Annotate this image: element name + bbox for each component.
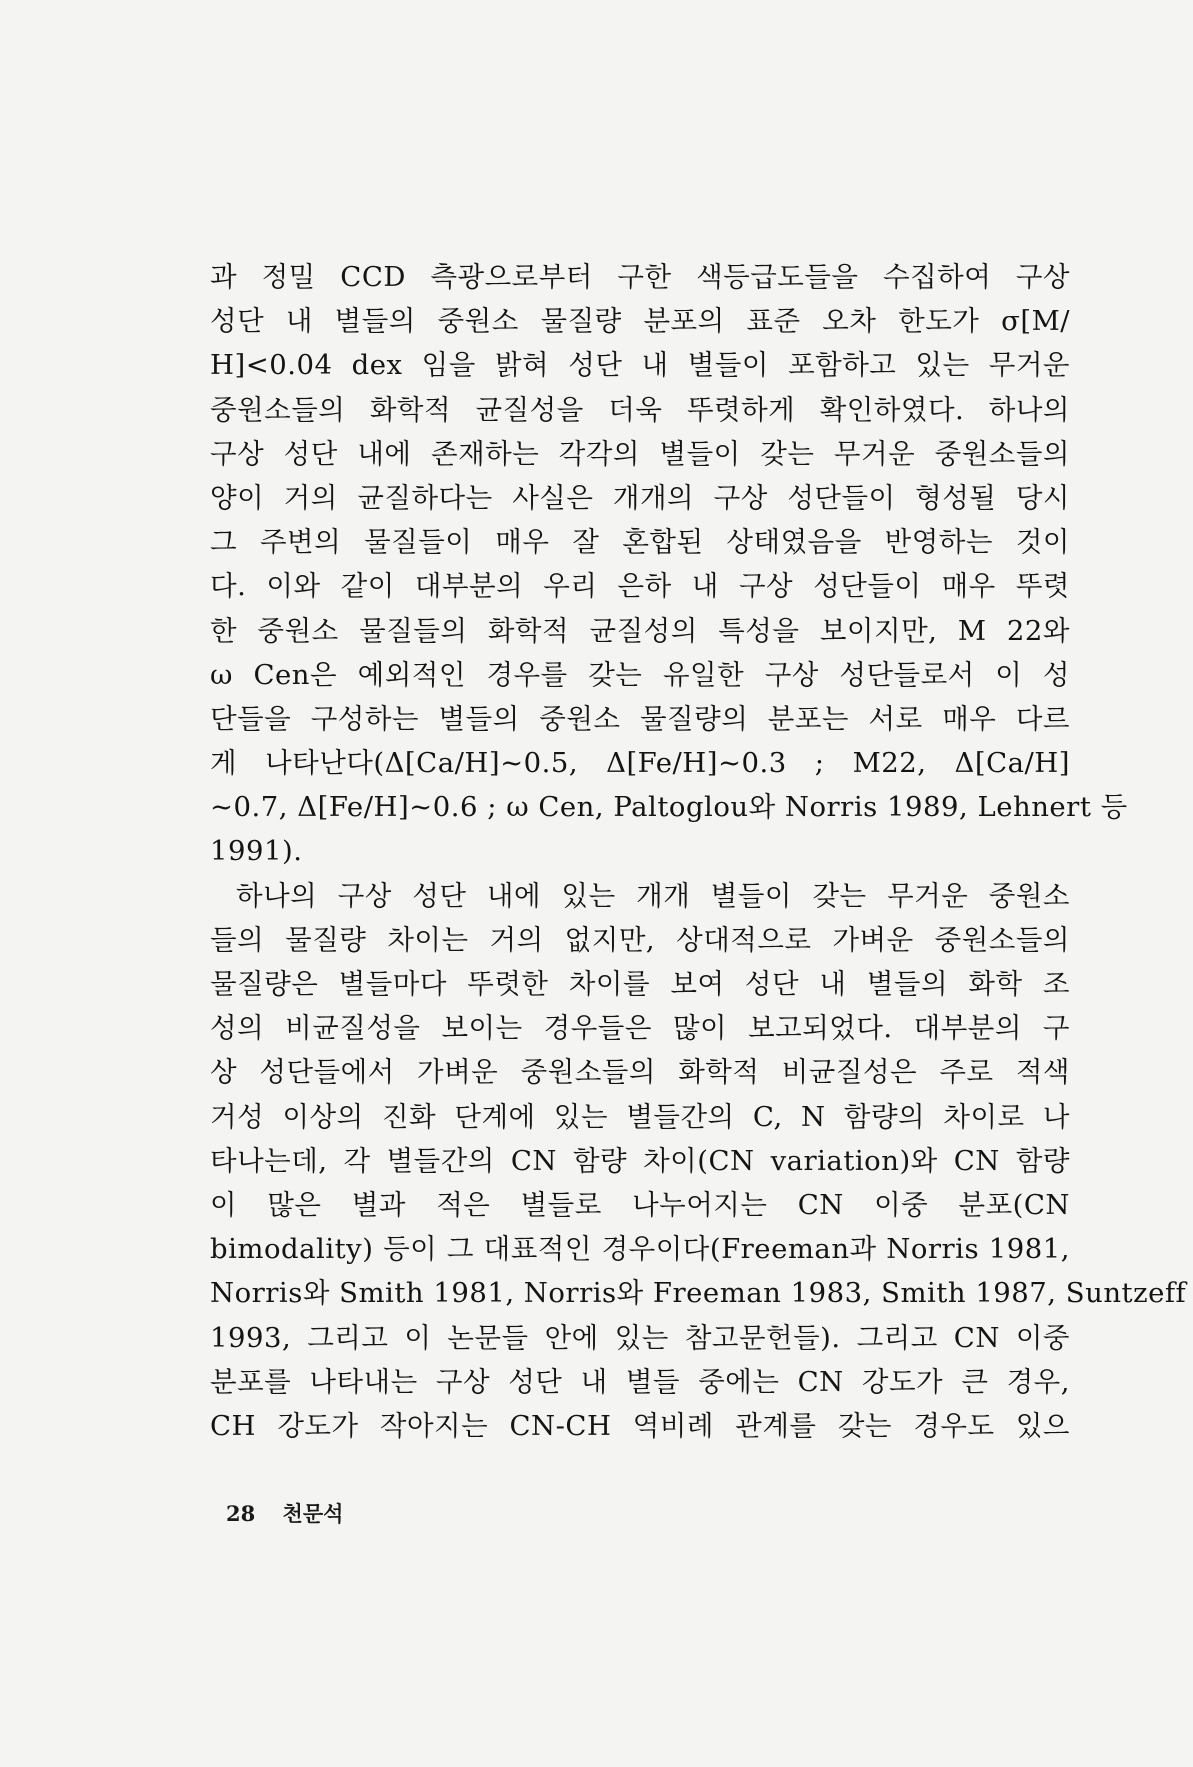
text-line: 이 많은 별과 적은 별들로 나누어지는 CN 이중 분포(CN (210, 1188, 1070, 1221)
text-line: 게 나타난다(Δ[Ca/H]~0.5, Δ[Fe/H]~0.3 ; M22, Δ[Ca/H] (210, 747, 1070, 780)
text-line: 과 정밀 CCD 측광으로부터 구한 색등급도들을 수집하여 구상 (210, 261, 1070, 293)
text-line: 중원소들의 화학적 균질성을 더욱 뚜렷하게 확인하였다. 하나의 (210, 393, 1070, 426)
text-line: 구상 성단 내에 존재하는 각각의 별들이 갖는 무거운 중원소들의 (210, 437, 1070, 470)
text-line: 한 중원소 물질들의 화학적 균질성의 특성을 보이지만, M 22와 (210, 614, 1070, 647)
text-line: 성단 내 별들의 중원소 물질량 분포의 표준 오차 한도가 σ[M/ (210, 305, 1070, 338)
text-line: 그 주변의 물질들이 매우 잘 혼합된 상태였음을 반영하는 것이 (210, 526, 1070, 559)
text-line: 타나는데, 각 별들간의 CN 함량 차이(CN variation)와 CN 함량 (210, 1144, 1070, 1177)
body-text (210, 255, 1187, 1448)
text-line: 성의 비균질성을 보이는 경우들은 많이 보고되었다. 대부분의 구 (210, 1012, 1070, 1045)
text-line: 양이 거의 균질하다는 사실은 개개의 구상 성단들이 형성될 당시 (210, 481, 1070, 514)
text-line: 분포를 나타내는 구상 성단 내 별들 중에는 CN 강도가 큰 경우, (210, 1365, 1070, 1398)
text-line: bimodality) 등이 그 대표적인 경우이다(Freeman과 Norris 1981, (210, 1233, 1070, 1266)
text-line: 들의 물질량 차이는 거의 없지만, 상대적으로 가벼운 중원소들의 (210, 923, 1070, 956)
text-line: 다. 이와 같이 대부분의 우리 은하 내 구상 성단들이 매우 뚜렷 (210, 570, 1070, 603)
text-line: Norris와 Smith 1981, Norris와 Freeman 1983, Smith 1987, Suntzeff (210, 1277, 1187, 1310)
text-line: ω Cen은 예외적인 경우를 갖는 유일한 구상 성단들로서 이 성 (210, 658, 1070, 691)
page-number: 28 (226, 1501, 256, 1526)
text-line: 물질량은 별들마다 뚜렷한 차이를 보여 성단 내 별들의 화학 조 (210, 968, 1070, 1000)
text-line: H]<0.04 dex 임을 밝혀 성단 내 별들이 포함하고 있는 무거운 (210, 349, 1070, 382)
text-line: 거성 이상의 진화 단계에 있는 별들간의 C, N 함량의 차이로 나 (210, 1100, 1070, 1133)
page-footer (226, 1498, 343, 1528)
text-line: 1993, 그리고 이 논문들 안에 있는 참고문헌들). 그리고 CN 이중 (210, 1321, 1070, 1354)
text-line: 단들을 구성하는 별들의 중원소 물질량의 분포는 서로 매우 다르 (210, 702, 1070, 735)
text-line: 하나의 구상 성단 내에 있는 개개 별들이 갖는 무거운 중원소 (236, 879, 1070, 912)
text-line: CH 강도가 작아지는 CN-CH 역비례 관계를 갖는 경우도 있으 (210, 1409, 1070, 1442)
author-name: 천문석 (282, 1501, 344, 1526)
text-line: ~0.7, Δ[Fe/H]~0.6 ; ω Cen, Paltoglou와 Norris 1989, Lehnert 등 (210, 791, 1128, 824)
text-line: 1991). (210, 835, 303, 868)
text-line: 상 성단들에서 가벼운 중원소들의 화학적 비균질성은 주로 적색 (210, 1056, 1070, 1089)
